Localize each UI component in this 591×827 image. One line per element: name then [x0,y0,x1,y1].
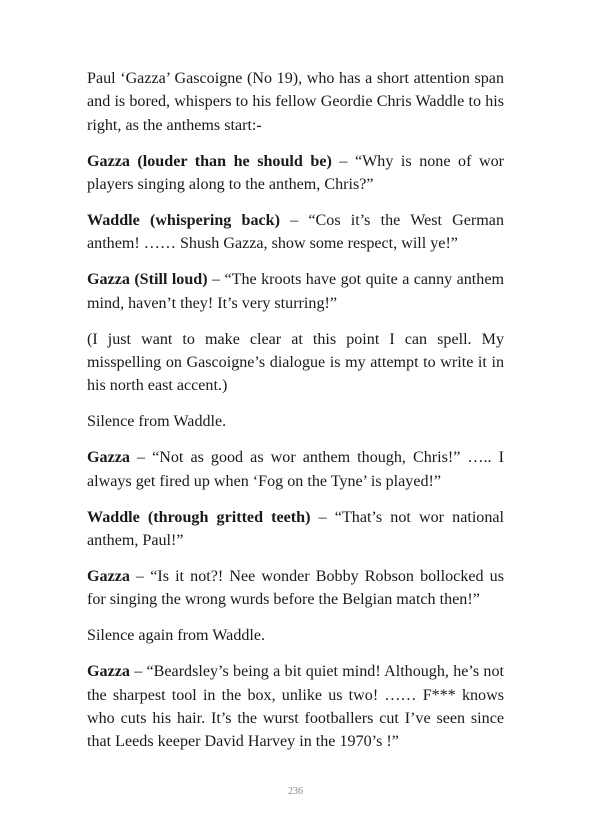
dialogue-text: – “Why is none of wor players singing along to the anthem, Chris?” [87,152,504,194]
speaker-label: Waddle (whispering back) [87,212,280,230]
dialogue-paragraph [87,150,504,197]
speaker-label: Gazza [87,449,130,467]
narration-paragraph [87,410,504,433]
dialogue-paragraph [87,660,504,754]
paragraph-text: Silence again from Waddle. [87,627,266,645]
paragraph-text: Paul ‘Gazza’ Gascoigne (No 19), who has a short attention span and is bored, whispers to his fellow Geordie Chris Waddle to his right, as the anthems start:- [87,70,504,134]
narration-paragraph [87,624,504,647]
narration-paragraph [87,67,504,137]
dialogue-text: – “Cos it’s the West German anthem! …… Shush Gazza, show some respect, will ye!” [87,212,504,253]
page-number: 236 [288,786,303,797]
author-note-paragraph [87,328,504,398]
dialogue-text: – “The kroots have got quite a canny anthem mind, haven’t they! It’s very sturring!” [87,271,504,312]
speaker-label: Gazza [87,567,130,585]
dialogue-text: – “Not as good as wor anthem though, Chris!” ….. I always get fired up when ‘Fog on the Tyne’ is played!” [87,449,504,490]
dialogue-paragraph [87,446,504,493]
speaker-label: Gazza [87,663,130,681]
dialogue-text: – “That’s not wor national anthem, Paul!” [87,508,504,549]
speaker-label: Gazza (Still loud) [87,271,208,289]
paragraph-text: (I just want to make clear at this point I can spell. My misspelling on Gascoigne’s dialogue is my attempt to write it in his north east accent.) [87,330,504,395]
speaker-label: Waddle (through gritted teeth) [87,508,311,526]
speaker-label: Gazza (louder than he should be) [87,152,332,170]
dialogue-text: – “Beardsley’s being a bit quiet mind! Although, he’s not the sharpest tool in the box, unlike us two! …… F*** knows who cuts his hair. It’s the wurst footballers cut I’ve seen since that Leeds keeper David Harvey in the 1970’s !” [87,663,504,751]
dialogue-paragraph [87,209,504,256]
dialogue-paragraph [87,565,504,612]
dialogue-text: – “Is it not?! Nee wonder Bobby Robson bollocked us for singing the wrong wurds before the Belgian match then!” [87,567,504,609]
dialogue-paragraph [87,506,504,553]
body-text [87,67,504,766]
paragraph-text: Silence from Waddle. [87,413,227,431]
dialogue-paragraph [87,268,504,315]
